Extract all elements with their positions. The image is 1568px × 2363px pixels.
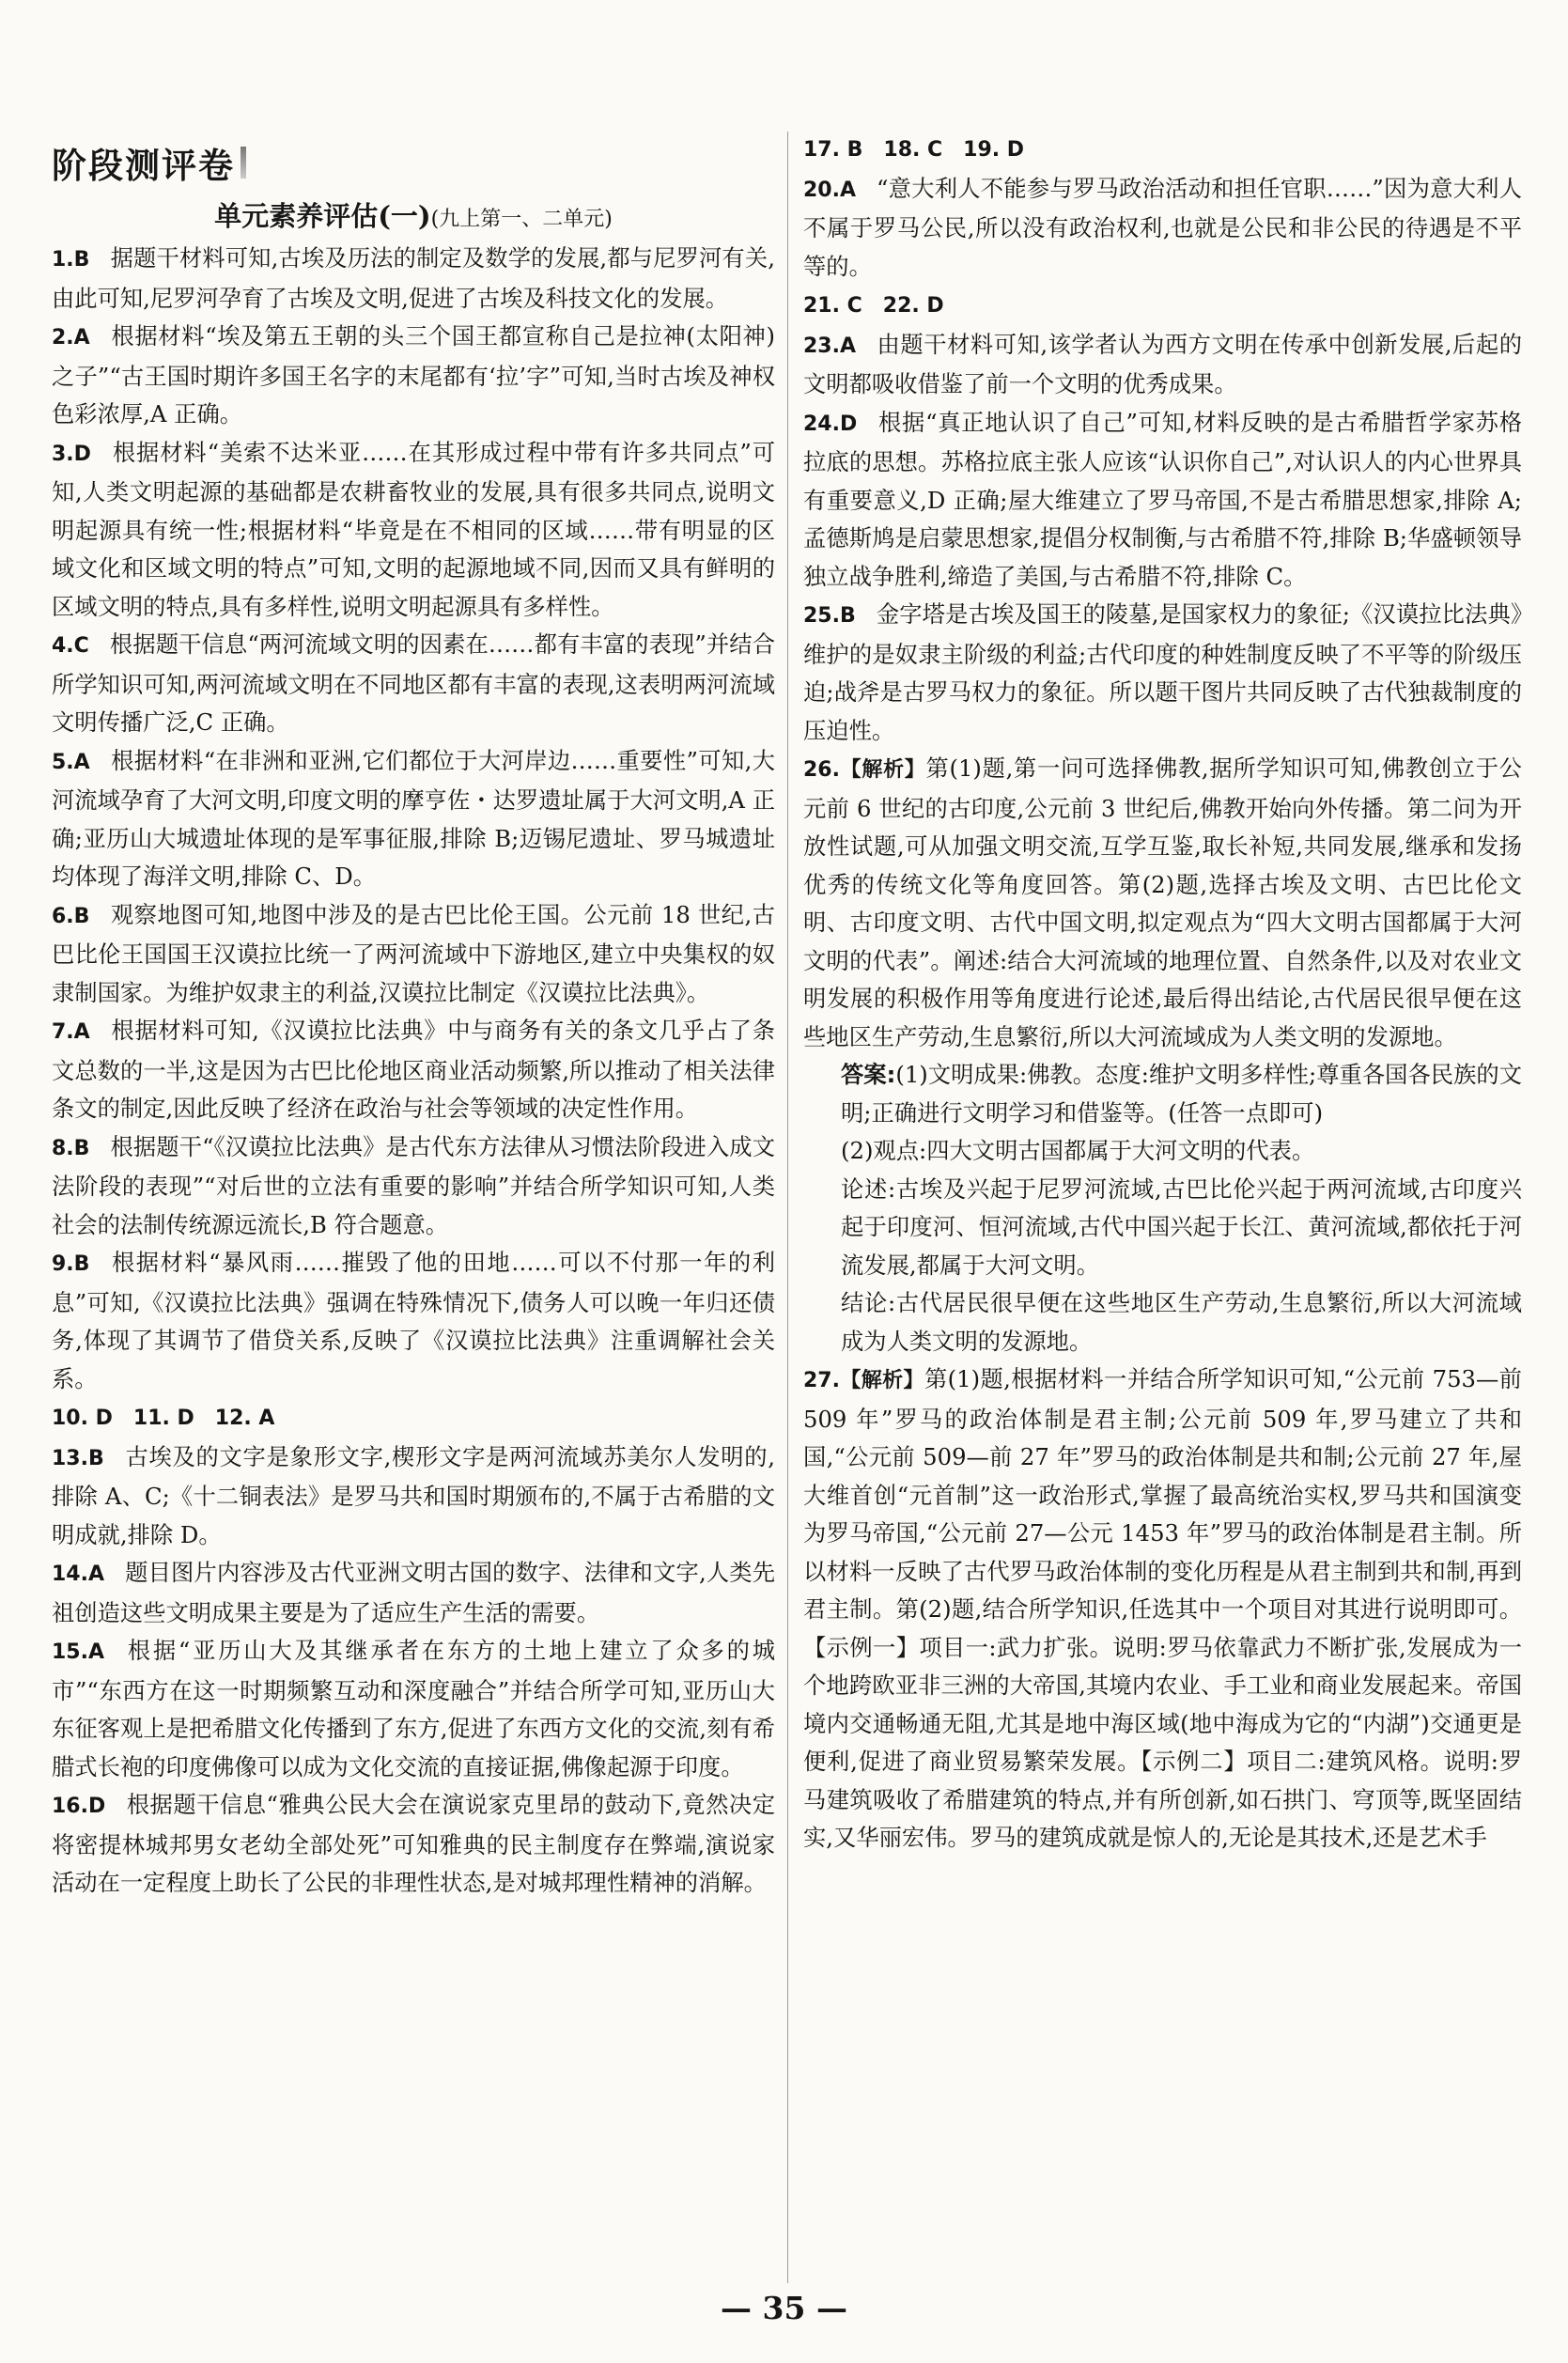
title-bar-decoration (241, 147, 246, 179)
explanation-text: 根据题干信息“雅典公民大会在演说家克里昂的鼓动下,竟然决定将密提林城邦男女老幼全部处死”可知雅典的民主制度存在弊端,演说家活动在一定程度上助长了公民的非理性状态,是对城邦理性精神的消解。 (52, 1791, 775, 1896)
question-number: 24. (803, 412, 840, 436)
question-number: 14. (52, 1562, 88, 1586)
answer-letter: C (73, 634, 89, 658)
answer-detail (841, 1132, 1522, 1171)
question-number: 6. (52, 904, 74, 928)
explanation-text: 观察地图可知,地图中涉及的是古巴比伦王国。公元前 18 世纪,古巴比伦王国国王汉谟拉比统一了两河流域中下游地区,建立中央集权的奴隶制国家。为维护奴隶主的利益,汉谟拉比制定《汉谟拉比法典》。 (52, 900, 775, 1006)
answer-group-text: 17. B 18. C 19. D (803, 138, 1025, 162)
answer-item (52, 1244, 775, 1398)
explanation-text: 根据材料“埃及第五王朝的头三个国王都宣称自己是拉神(太阳神)之子”“古王国时期许多国王名字的末尾都有‘拉’字”可知,当时古埃及神权色彩浓厚,A 正确。 (52, 322, 775, 428)
question-number: 4. (52, 634, 74, 658)
unit-title-text: 单元素养评估(一) (214, 200, 431, 232)
explanation-text: 根据“亚历山大及其继承者在东方的土地上建立了众多的城市”“东西方在这一时期频繁互动和深度融合”并结合所学可知,亚历山大东征客观上是把希腊文化传播到了东方,促进了东西方文化的交流,刻有希腊式长袍的印度佛像可以成为文化交流的直接证据,佛像起源于印度。 (52, 1637, 775, 1780)
answer-item (52, 318, 775, 434)
answer-item (52, 434, 775, 627)
answer-letter: A (73, 750, 90, 774)
answer-letter: D (839, 412, 858, 436)
answer-letter: B (73, 248, 90, 272)
explanation-text: “意大利人不能参与罗马政治活动和担任官职……”因为意大利人不属于罗马公民,所以没有政治权利,也就是公民和非公民的待遇是不平等的。 (803, 174, 1522, 280)
answer-letter: A (87, 1640, 105, 1664)
answer-letter: A (73, 1020, 90, 1044)
answer-item (52, 626, 775, 742)
question-number: 13. (52, 1446, 88, 1470)
section-title (52, 137, 775, 188)
explanation-text: 根据“真正地认识了自己”可知,材料反映的是古希腊哲学家苏格拉底的思想。苏格拉底主张人应该“认识你自己”,对认识人的内心世界具有重要意义,D 正确;屋大维建立了罗马帝国,不是古希腊思想家,排除 A;孟德斯鸠是启蒙思想家,提倡分权制衡,与古希腊不符,排除 B;华盛顿领导独立战争胜利,缔造了美国,与古希腊不符,排除 C。 (803, 408, 1522, 590)
left-column (52, 130, 775, 1903)
answer-letter: A (73, 326, 90, 350)
answer-detail-text: (2)观点:四大文明古国都属于大河文明的代表。 (841, 1137, 1315, 1164)
answer-item (52, 1632, 775, 1786)
answer-item (803, 750, 1522, 1056)
answer-item (52, 742, 775, 896)
answer-letter: D (87, 1795, 106, 1818)
question-number: 25. (803, 604, 840, 628)
explanation-text: 根据材料“在非洲和亚洲,它们都位于大河岸边……重要性”可知,大河流域孕育了大河文明,印度文明的摩亨佐・达罗遗址属于大河文明,A 正确;亚历山大城遗址体现的是军事征服,排除 B;迈锡尼遗址、罗马城遗址均体现了海洋文明,排除 C、D。 (52, 746, 775, 890)
explanation-text: 根据材料“美索不达米亚……在其形成过程中带有许多共同点”可知,人类文明起源的基础都是农耕畜牧业的发展,具有很多共同点,说明文明起源具有统一性;根据材料“毕竟是在不相同的区域……带有明显的区域文化和区域文明的特点”可知,文明的起源地域不同,因而又具有鲜明的区域文明的特点,具有多样性,说明文明起源具有多样性。 (52, 438, 775, 620)
column-divider (787, 132, 788, 2283)
explanation-text: 第(1)题,根据材料一并结合所学知识可知,“公元前 753—前 509 年”罗马的政治体制是君主制;公元前 509 年,罗马建立了共和国,“公元前 509—前 27 年”罗马的政治体制是共和制;公元前 27 年,屋大维首创“元首制”这一政治形式,掌握了最高统治实权,罗马共和国演变为罗马帝国,“公元前 27—公元 1453 年”罗马的政治体制是君主制。所以材料一反映了古代罗马政治体制的变化历程是从君主制到共和制,再到君主制。第(2)题,结合所学知识,任选其中一个项目对其进行说明即可。【示例一】项目一:武力扩张。说明:罗马依靠武力不断扩张,发展成为一个地跨欧亚非三洲的大帝国,其境内农业、手工业和商业发展起来。帝国境内交通畅通无阻,尤其是地中海区域(地中海成为它的“内湖”)交通更是便利,促进了商业贸易繁荣发展。【示例二】项目二:建筑风格。说明:罗马建筑吸收了希腊建筑的特点,并有所创新,如石拱门、穹顶等,既坚固结实,又华丽宏伟。罗马的建筑成就是惊人的,无论是其技术,还是艺术手 (803, 1365, 1522, 1851)
question-number: 1. (52, 248, 74, 272)
answer-letter: B (87, 1446, 104, 1470)
question-number: 26. (803, 758, 840, 782)
explanation-text: 根据材料可知,《汉谟拉比法典》中与商务有关的条文几乎占了条文总数的一半,这是因为古巴比伦地区商业活动频繁,所以推动了相关法律条文的制定,因此反映了经济在政治与社会等领域的决定性作用。 (52, 1017, 775, 1122)
answer-item (52, 1438, 775, 1555)
answer-row-group (803, 286, 1522, 326)
question-number: 15. (52, 1640, 88, 1664)
answer-item (52, 1012, 775, 1128)
answer-item (52, 1128, 775, 1245)
question-number: 27. (803, 1369, 840, 1392)
question-number: 23. (803, 334, 840, 358)
analysis-tag: 【解析】 (839, 1369, 924, 1392)
explanation-text: 金字塔是古埃及国王的陵墓,是国家权力的象征;《汉谟拉比法典》维护的是奴隶主阶级的利益;古代印度的种姓制度反映了不平等的阶级压迫;战斧是古罗马权力的象征。所以题干图片共同反映了古代独裁制度的压迫性。 (803, 600, 1522, 744)
answer-letter: B (73, 1252, 90, 1276)
answer-letter: D (73, 442, 91, 466)
answer-list-left (52, 240, 775, 1903)
answer-item (52, 896, 775, 1013)
question-number: 7. (52, 1020, 74, 1044)
right-column (803, 130, 1522, 1858)
answer-item (52, 240, 775, 318)
answer-group-text: 10. D 11. D 12. A (52, 1407, 275, 1430)
answer-label: 答案: (841, 1061, 896, 1088)
answer-row-group (52, 1398, 775, 1438)
answer-item (803, 170, 1522, 287)
section-title-text: 阶段测评卷 (52, 146, 235, 186)
answer-letter: B (73, 904, 90, 928)
question-number: 20. (803, 178, 840, 202)
question-number: 3. (52, 442, 74, 466)
analysis-tag: 【解析】 (839, 758, 926, 782)
unit-title (52, 195, 775, 234)
answer-letter: A (839, 334, 857, 358)
explanation-text: 据题干材料可知,古埃及历法的制定及数学的发展,都与尼罗河有关,由此可知,尼罗河孕育了古埃及文明,促进了古埃及科技文化的发展。 (52, 244, 775, 312)
explanation-text: 根据题干“《汉谟拉比法典》是古代东方法律从习惯法阶段进入成文法阶段的表现”“对后世的立法有重要的影响”并结合所学知识可知,人类社会的法制传统源远流长,B 符合题意。 (52, 1132, 775, 1238)
answer-detail (841, 1171, 1522, 1285)
question-number: 9. (52, 1252, 74, 1276)
answer-detail-text: 结论:古代居民很早便在这些地区生产劳动,生息繁衍,所以大河流域成为人类文明的发源地。 (841, 1289, 1522, 1355)
answer-item (52, 1786, 775, 1903)
answer-detail-text: (1)文明成果:佛教。态度:维护文明多样性;尊重各国各民族的文明;正确进行文明学习和借鉴等。(任答一点即可) (841, 1061, 1523, 1127)
unit-subtitle: (九上第一、二单元) (430, 208, 613, 231)
question-number: 8. (52, 1136, 74, 1160)
question-number: 16. (52, 1795, 88, 1818)
explanation-text: 根据材料“暴风雨……摧毁了他的田地……可以不付那一年的利息”可知,《汉谟拉比法典》强调在特殊情况下,债务人可以晚一年归还债务,体现了其调节了借贷关系,反映了《汉谟拉比法典》注重调解社会关系。 (52, 1249, 775, 1392)
explanation-text: 第(1)题,第一问可选择佛教,据所学知识可知,佛教创立于公元前 6 世纪的古印度,公元前 3 世纪后,佛教开始向外传播。第二问为开放性试题,可从加强文明交流,互学互鉴,取长补短,共同发展,继承和发扬优秀的传统文化等角度回答。第(2)题,选择古埃及文明、古巴比伦文明、古印度文明、古代中国文明,拟定观点为“四大文明古国都属于大河文明的代表”。阐述:结合大河流域的地理位置、自然条件,以及对农业文明发展的积极作用等角度进行论述,最后得出结论,古代居民很早便在这些地区生产劳动,生息繁衍,所以大河流域成为人类文明的发源地。 (803, 754, 1522, 1050)
explanation-text: 由题干材料可知,该学者认为西方文明在传承中创新发展,后起的文明都吸收借鉴了前一个文明的优秀成果。 (803, 330, 1522, 397)
answer-item (803, 326, 1522, 404)
answer-detail-text: 论述:古埃及兴起于尼罗河流域,古巴比伦兴起于两河流域,古印度兴起于印度河、恒河流域,古代中国兴起于长江、黄河流域,都依托于河流发展,都属于大河文明。 (841, 1174, 1522, 1279)
answer-detail (841, 1284, 1522, 1360)
answer-item (803, 1360, 1522, 1858)
answer-list-right (803, 130, 1522, 1858)
explanation-text: 题目图片内容涉及古代亚洲文明古国的数字、法律和文字,人类先祖创造这些文明成果主要是为了适应生产生活的需要。 (52, 1559, 775, 1626)
answer-item (803, 596, 1522, 750)
answer-letter: A (839, 178, 857, 202)
answer-letter: B (73, 1136, 90, 1160)
answer-group-text: 21. C 22. D (803, 294, 944, 318)
explanation-text: 古埃及的文字是象形文字,楔形文字是两河流域苏美尔人发明的,排除 A、C;《十二铜表法》是罗马共和国时期颁布的,不属于古希腊的文明成就,排除 D。 (52, 1442, 775, 1548)
answer-row-group (803, 130, 1522, 170)
answer-item (803, 404, 1522, 597)
question-number: 5. (52, 750, 74, 774)
question-number: 2. (52, 326, 74, 350)
answer-letter: B (839, 604, 856, 628)
explanation-text: 根据题干信息“两河流域文明的因素在……都有丰富的表现”并结合所学知识可知,两河流域文明在不同地区都有丰富的表现,这表明两河流域文明传播广泛,C 正确。 (52, 630, 775, 736)
answer-item (52, 1554, 775, 1632)
answer-letter: A (87, 1562, 105, 1586)
answer-detail (841, 1056, 1522, 1132)
page-number: — 35 — (721, 2290, 847, 2326)
